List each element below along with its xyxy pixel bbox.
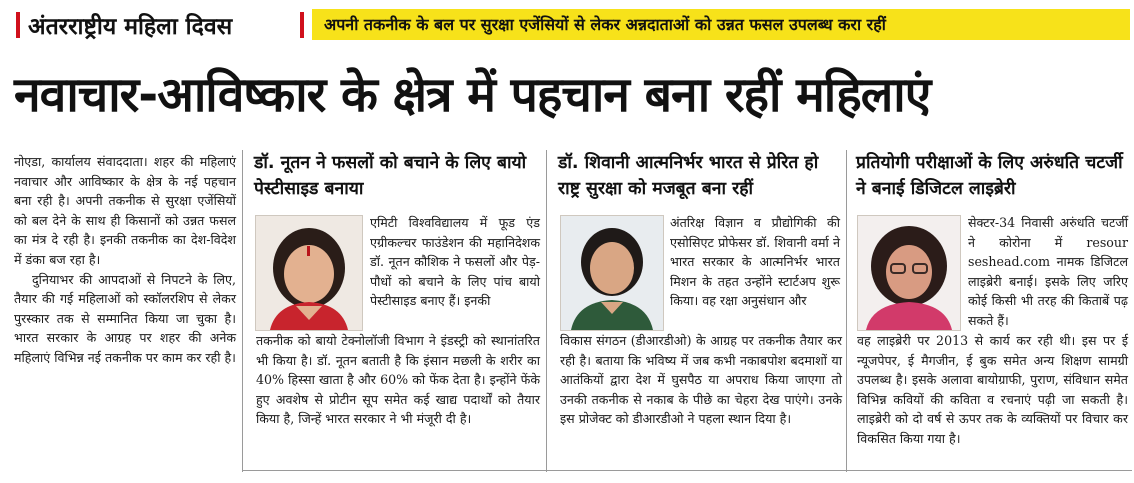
section-header (0, 0, 1134, 46)
story-3-body (857, 331, 1128, 449)
section-title: अंतरराष्ट्रीय महिला दिवस (28, 14, 233, 40)
story-1-body-text: तकनीक को बायो टेक्नोलॉजी विभाग ने इंडस्ट्री को स्थानांतरित भी किया है। डॉ. नूतन बताती है कि इंसान मछली के शरीर का 40% हिस्सा खाता है और 60% को फेंक देता है। इन्होंने फेंके हुए अवशेष से प्रोटीन सूप समेत कई खाद्य पदार्थों को तैयार किया है, जिन्हें भारत सरकार ने भी मंजूरी दी है। (256, 333, 540, 427)
story-1-intro: एमिटी विश्वविद्यालय में फूड एंड एग्रीकल्चर फाउंडेशन की महानिदेशक डॉ. नूतन कौशिक ने फसलों और पेड़-पौधों को बचाने के लिए पांच बायो पेस्टीसाइड बनाए हैं। इनकी (370, 215, 540, 309)
story-3-body-text: वह लाइब्रेरी पर 2013 से कार्य कर रही थी। इस पर ई न्यूजपेपर, ई मैगजीन, ई बुक समेत अन्य शिक्षण सामग्री उपलब्ध है। इसके अलावा बायोग्राफी, पुराण, संविधान समेत विभिन्न कवियों की कविता व रचनाएं पढ़ी जा सकती है। लाइब्रेरी को दो वर्ष से ऊपर तक के व्यक्तियों पर विचार कर विकसित किया गया है। (857, 333, 1128, 446)
story-1-body (256, 331, 540, 429)
lead-text-1: शहर की महिलाएं नवाचार और आविष्कार के क्षेत्र के नई पहचान बना रही है। अपनी तकनीक से सुरक्षा एजेंसियों को बल देने के साथ ही किसानों को उन्नत फसल का मंत्र दे रही है। इनकी तकनीक का देश-विदेश में डंका बज रहा है। (14, 154, 236, 267)
story-2-wrap-text (670, 213, 840, 311)
main-headline: नवाचार-आविष्कार के क्षेत्र में पहचान बना रहीं महिलाएं (14, 67, 931, 123)
lead-column (14, 152, 236, 368)
story-1-heading: डॉ. नूतन ने फसलों को बचाने के लिए बायो पेस्टीसाइड बनाया (254, 153, 527, 199)
strapline: अपनी तकनीक के बल पर सुरक्षा एजेंसियों से लेकर अन्नदाताओं को उन्नत फसल उपलब्ध करा रहीं (312, 9, 1130, 40)
story-3-heading: प्रतियोगी परीक्षाओं के लिए अरुंधति चटर्जी ने बनाई डिजिटल लाइब्रेरी (856, 153, 1123, 199)
column-divider (846, 150, 847, 472)
story-2-heading: डॉ. शिवानी आत्मनिर्भर भारत से प्रेरित हो राष्ट्र सुरक्षा को मजबूत बना रहीं (558, 153, 819, 199)
story-2-body (560, 331, 842, 429)
bottom-rule (242, 470, 1132, 471)
story-1-wrap-text (370, 213, 540, 311)
story-3-intro: सेक्टर-34 निवासी अरुंधति चटर्जी ने कोरोना में resour seshead.com नामक डिजिटल लाइब्रेरी बनाई। इसके लिए जरिए कोई किसी भी तरह की किताबें पढ़ सकते हैं। (968, 215, 1128, 328)
lead-paragraph-2: दुनियाभर की आपदाओं से निपटने के लिए, तैयार की गई महिलाओं को स्कॉलरशिप से लेकर पुरस्कार तक से सम्मानित किया जा चुका है। भारत सरकार के आग्रह पर शहर की अनेक महिलाएं विभिन्न नई तकनीक पर काम कर रही है। (14, 271, 236, 365)
section-marker-left (16, 12, 20, 38)
lead-paragraph-1 (14, 152, 236, 270)
section-marker-right (300, 12, 304, 38)
dateline: नोएडा, कार्यालय संवाददाता। (14, 154, 148, 169)
story-1-photo (255, 215, 363, 331)
story-3-photo (857, 215, 961, 331)
story-2-body-text: विकास संगठन (डीआरडीओ) के आग्रह पर तकनीक तैयार कर रही है। बताया कि भविष्य में जब कभी नकाबपोश बदमाशों या आतंकियों द्वारा देश में घुसपैठ या अपराध किया जाएगा तो उनकी तकनीक से नकाब के पीछे का चेहरा देख पाएंगे। उनके इस प्रोजेक्ट को डीआरडीओ ने पहला स्थान दिया है। (560, 333, 842, 427)
column-divider (546, 150, 547, 472)
story-2-photo (560, 215, 664, 331)
column-divider (242, 150, 243, 472)
story-3-wrap-text (968, 213, 1128, 331)
story-2-intro: अंतरिक्ष विज्ञान व प्रौद्योगिकी की एसोसिएट प्रोफेसर डॉ. शिवानी वर्मा ने भारत सरकार के आत्मनिर्भर भारत मिशन के तहत उन्होंने स्टार्टअप शुरू किया। वह रक्षा अनुसंधान और (670, 215, 840, 309)
